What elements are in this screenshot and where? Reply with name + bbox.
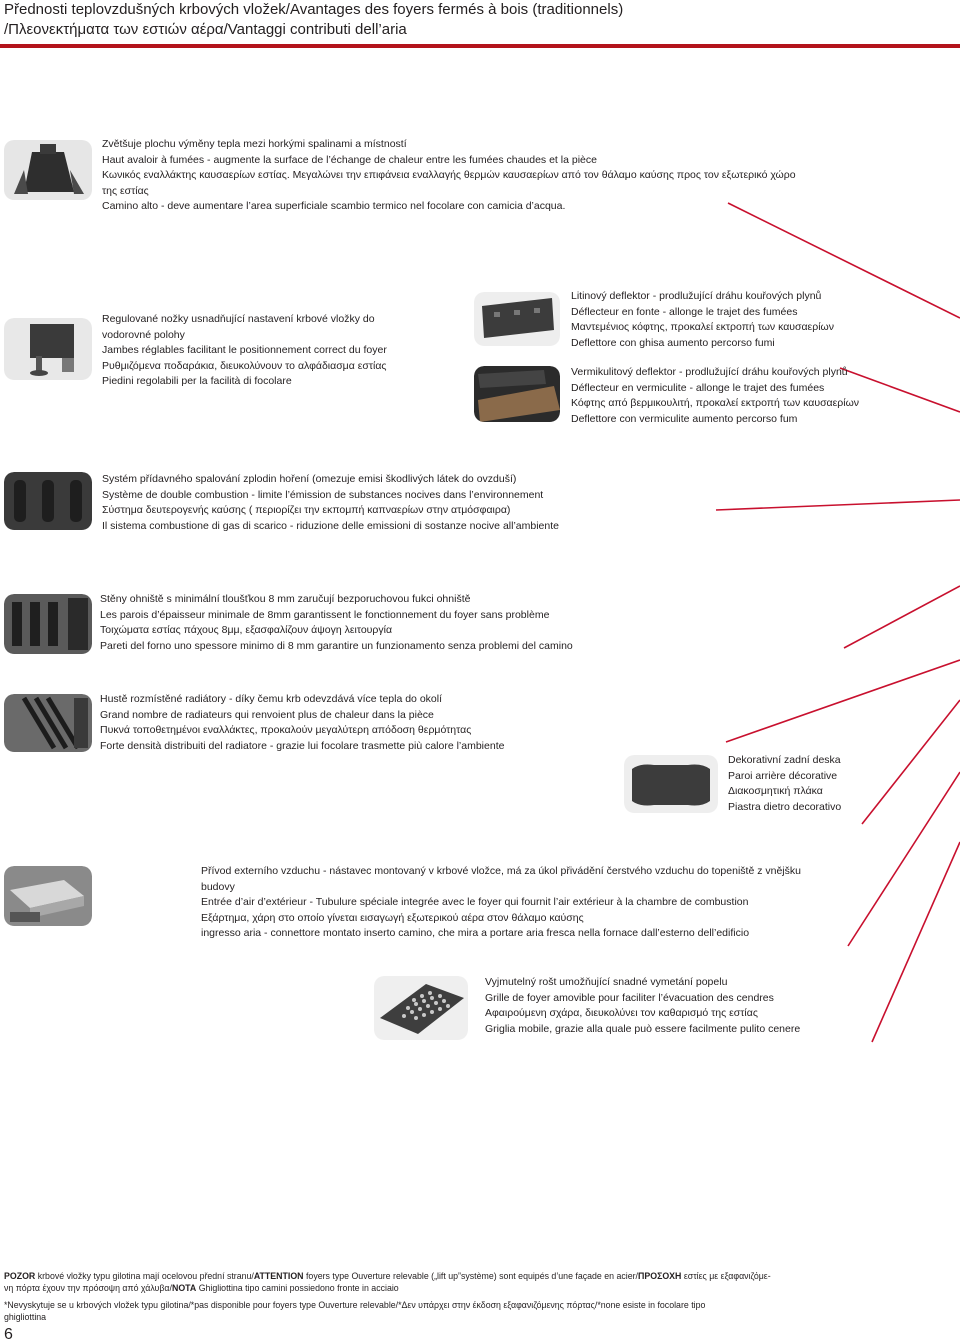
leader-line-walls	[844, 586, 960, 648]
back-panel-image	[624, 755, 718, 813]
page-title-line1: Přednosti teplovzdušných krbových vložek/Avantages des foyers fermés à bois (traditionnels)	[4, 1, 624, 18]
feature-grate-cz: Vyjmutelný rošt umožňující snadné vymetání popelu	[485, 976, 728, 988]
note-text-fr: foyers type Ouverture relevable („lift up”système) sont equipés d’une façade en acier/	[303, 1271, 638, 1281]
feature-grate-fr: Grille de foyer amovible pour faciliter l’évacuation des cendres	[485, 991, 774, 1004]
feature-combustion-it: Il sistema combustione di gas di scarico - riduzione delle emissioni di sostanze nocive all’ambiente	[102, 519, 559, 532]
feature-radiators-cz: Hustě rozmístěné radiátory - díky čemu krb odevzdává více tepla do okolí	[100, 693, 442, 705]
feature-flue-gr2: της εστίας	[102, 184, 149, 197]
radiators-image	[4, 694, 92, 752]
feature-deflector-cast-fr: Déflecteur en fonte - allonge le trajet des fumées	[571, 305, 798, 318]
adjustable-legs-image	[4, 318, 92, 380]
feature-air-supply-fr: Entrée d’air d’extérieur - Tubulure spéciale integrée avec le foyer qui fournit l’air extérieur à la chambre de combustion	[201, 896, 749, 908]
feature-flue-it: Camino alto - deve aumentare l’area superficiale scambio termico nel focolare con camicia d’acqua.	[102, 200, 566, 212]
feature-radiators-fr: Grand nombre de radiateurs qui renvoient plus de chaleur dans la pièce	[100, 708, 434, 721]
combustion-system-image	[4, 472, 92, 530]
feature-flue-fr: Haut avaloir à fumées - augmente la surface de l’échange de chaleur entre les fumées chaudes et la pièce	[102, 153, 597, 166]
feature-grate-gr: Αφαιρούμενη σχάρα, διευκολύνει τον καθαρισμό της εστίας	[485, 1007, 758, 1019]
feature-air-supply-cz1: Přívod externího vzduchu - nástavec montovaný v krbové vložce, má za úkol přivádění čerstvého vzduchu do topeniště z vnějšku	[201, 865, 801, 877]
footer-note-1	[4, 1271, 904, 1283]
feature-legs-cz1: Regulované nožky usnadňující nastavení krbové vložky do	[102, 313, 375, 325]
feature-legs	[102, 312, 387, 390]
furnace-walls-image	[4, 594, 92, 654]
cast-deflector-image	[474, 292, 560, 346]
feature-combustion-fr: Système de double combustion - limite l’émission de substances nocives dans l’environnement	[102, 488, 544, 501]
note-label-gr: ΠΡΟΣΟΧΗ	[638, 1271, 682, 1281]
feature-back-panel-fr: Paroi arrière décorative	[728, 769, 838, 782]
leader-line-combustion	[716, 500, 960, 510]
feature-deflector-verm-gr: Κόφτης από βερμικουλιτή, προκαλεί εκτροπή των καυσαερίων	[571, 397, 860, 409]
feature-radiators-gr: Πυκνά τοποθετημένοι εναλλάκτες, προκαλούν μεγαλύτερη απόδοση θερμότητας	[100, 724, 472, 736]
vermiculite-deflector-image	[474, 366, 560, 422]
feature-legs-fr: Jambes réglables facilitant le positionnement correct du foyer	[102, 344, 387, 356]
feature-flue-gr1: Κωνικός εναλλάκτης καυσαερίων εστίας. Μεγαλώνει την επιφάνεια εναλλαγής θερμών καυσαερίων από τον θάλαμο καύσης προς τον εξωτερικό χώρο	[102, 169, 796, 181]
feature-combustion	[102, 472, 559, 534]
feature-back-panel-cz: Dekorativní zadní deska	[728, 754, 841, 766]
feature-walls	[100, 592, 573, 654]
footer-note-2: *Nevyskytuje se u krbových vložek typu gilotina/*pas disponible pour foyers type Ouverture relevable/*Δεν υπάρχει στην έκδοση εξαφανιζόμενης πόρτας/*none esiste in focolare tipo	[4, 1300, 706, 1310]
feature-radiators-it: Forte densità distribuiti del radiatore - grazie lui focolare trasmette più calore l’ambiente	[100, 739, 505, 752]
grate-image	[374, 976, 468, 1040]
feature-deflector-verm	[571, 365, 859, 427]
feature-deflector-cast	[571, 289, 834, 351]
feature-legs-cz2: vodorovné polohy	[102, 328, 185, 341]
feature-flue	[102, 137, 796, 215]
feature-deflector-verm-cz: Vermikulitový deflektor - prodlužující dráhu kouřových plynů	[571, 366, 848, 378]
feature-combustion-gr: Σύστημα δευτερογενής καύσης ( περιορίζει την εκπομπή καπναερίων στην ατμόσφαιρα)	[102, 504, 511, 516]
footer-note-1-line2	[4, 1283, 904, 1295]
feature-legs-it: Piedini regolabili per la facilità di focolare	[102, 375, 292, 387]
feature-deflector-verm-it: Deflettore con vermiculite aumento percorso fum	[571, 412, 798, 425]
feature-legs-gr: Ρυθμιζόμενα ποδαράκια, διευκολύνουν το αλφάδιασμα εστίας	[102, 359, 387, 372]
page-title-line2: /Πλεονεκτήματα των εστιών αέρα/Vantaggi contributi dell’aria	[4, 21, 407, 38]
feature-air-supply-it: ingresso aria - connettore montato inserto camino, che mira a portare aria fresca nella fornace dall’esterno dell’edificio	[201, 927, 750, 939]
feature-deflector-cast-gr: Μαντεμένιος κόφτης, προκαλεί εκτροπή των καυσαερίων	[571, 321, 834, 333]
feature-back-panel	[728, 753, 841, 815]
feature-walls-it: Pareti del forno uno spessore minimo di 8 mm garantire un funzionamento senza problemi del camino	[100, 639, 573, 652]
feature-walls-gr: Τοιχώματα εστίας πάχους 8μμ, εξασφαλίζουν άψογη λειτουργία	[100, 624, 393, 636]
feature-radiators	[100, 692, 504, 754]
footer-note-2-line2: ghigliottina	[4, 1311, 47, 1322]
note-label-cz: POZOR	[4, 1271, 36, 1281]
feature-back-panel-gr: Διακοσμητική πλάκα	[728, 785, 823, 797]
feature-flue-cz: Zvětšuje plochu výměny tepla mezi horkými spalinami a místností	[102, 138, 407, 150]
leader-line-back-panel	[862, 700, 960, 824]
flue-collector-image	[4, 140, 92, 200]
feature-walls-cz: Stěny ohniště s minimální tloušťkou 8 mm zaručují bezporuchovou fukci ohniště	[100, 593, 471, 605]
note-label-fr: ATTENTION	[253, 1271, 304, 1281]
feature-back-panel-it: Piastra dietro decorativo	[728, 800, 842, 813]
air-supply-image	[4, 866, 92, 926]
feature-walls-fr: Les parois d’épaisseur minimale de 8mm garantissent le fonctionnement du foyer sans problème	[100, 608, 550, 621]
footer-notes	[4, 1271, 904, 1323]
feature-deflector-cast-it: Deflettore con ghisa aumento percorso fumi	[571, 336, 775, 349]
feature-deflector-cast-cz: Litinový deflektor - prodlužující dráhu kouřových plynů	[571, 290, 822, 302]
feature-grate-it: Griglia mobile, grazie alla quale può essere facilmente pulito cenere	[485, 1022, 801, 1035]
note-text-it: Ghigliottina tipo camini possiedono fronte in acciaio	[196, 1282, 399, 1293]
feature-grate	[485, 975, 800, 1037]
feature-air-supply-cz2: budovy	[201, 880, 235, 893]
feature-air-supply	[201, 864, 921, 942]
page-number: 6	[4, 1326, 13, 1343]
feature-combustion-cz: Systém přídavného spalování zplodin hoření (omezuje emisi škodlivých látek do ovzduší)	[102, 473, 517, 485]
leader-line-radiators	[726, 660, 960, 742]
note-label-it: NOTA	[171, 1282, 197, 1293]
feature-air-supply-gr: Εξάρτημα, χάρη στο οποίο γίνεται εισαγωγή εξωτερικού αέρα στον θάλαμο καύσης	[201, 911, 584, 924]
note-text-cz: krbové vložky typu gilotina mají ocelovou přední stranu/	[35, 1271, 254, 1281]
feature-deflector-verm-fr: Déflecteur en vermiculite - allonge le trajet des fumées	[571, 381, 825, 394]
note-text-gr: εστίες με εξαφανιζόμε-	[681, 1271, 771, 1281]
note-text-gr-cont: νη πόρτα έχουν την πρόσοψη από χάλυβα/	[4, 1282, 172, 1293]
